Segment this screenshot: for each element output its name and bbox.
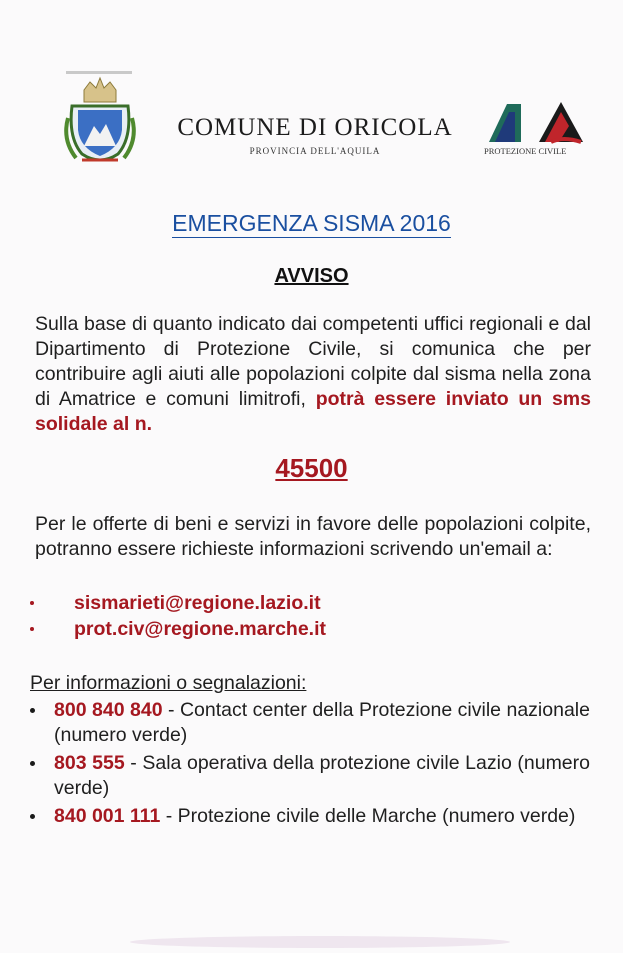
municipality-crest-logo (60, 68, 140, 168)
notice-title-text: EMERGENZA SISMA 2016 (172, 210, 451, 236)
civil-protection-logo (485, 98, 590, 148)
bullet-icon (30, 627, 34, 631)
municipality-name: COMUNE DI ORICOLA (177, 114, 453, 141)
contact-description: - Sala operativa della protezione civile Lazio (numero verde) (54, 752, 590, 799)
civil-protection-label: PROTEZIONE CIVILE (484, 146, 567, 156)
contact-description: - Protezione civile delle Marche (numero verde) (160, 805, 576, 827)
sms-number-text: 45500 (275, 453, 348, 483)
email-address[interactable]: prot.civ@regione.marche.it (74, 618, 326, 640)
notice-subtitle (0, 265, 623, 288)
contact-description: - Contact center della Protezione civile nazionale (numero verde) (54, 699, 590, 746)
province-name: PROVINCIA DELL'AQUILA (249, 146, 381, 156)
info-heading: Per informazioni o segnalazioni: (30, 672, 307, 694)
sms-number (0, 453, 623, 484)
intro-text: Sulla base di quanto indicato dai competenti uffici regionali e dal Dipartimento di Protezione Civile, si comunica che per contribuire agli aiuti alle popolazioni colpite dal sisma nella zona di Amatrice e comuni limitrofi, (35, 313, 591, 410)
list-item (30, 618, 590, 644)
phone-number[interactable]: 803 555 (54, 752, 125, 774)
notice-subtitle-text: AVVISO (274, 265, 349, 287)
notice-title (0, 210, 623, 237)
list-item (30, 592, 590, 618)
phone-number[interactable]: 800 840 840 (54, 699, 163, 721)
email-address[interactable]: sismarieti@regione.lazio.it (74, 592, 321, 614)
list-item (30, 751, 590, 801)
intro-paragraph (35, 312, 591, 437)
bullet-icon (30, 601, 34, 605)
bullet-icon (30, 814, 35, 819)
offers-paragraph: Per le offerte di beni e servizi in favore delle popolazioni colpite, potranno essere richieste informazioni scrivendo un'email a: (35, 513, 591, 560)
sms-highlight: potrà essere inviato un sms solidale al n. (35, 388, 591, 435)
bullet-icon (30, 761, 35, 766)
contact-list (30, 698, 590, 832)
list-item (30, 804, 590, 829)
bullet-icon (30, 708, 35, 713)
email-list (30, 592, 590, 644)
phone-number[interactable]: 840 001 111 (54, 805, 161, 827)
paper-fold-shadow (120, 930, 520, 948)
list-item (30, 698, 590, 748)
